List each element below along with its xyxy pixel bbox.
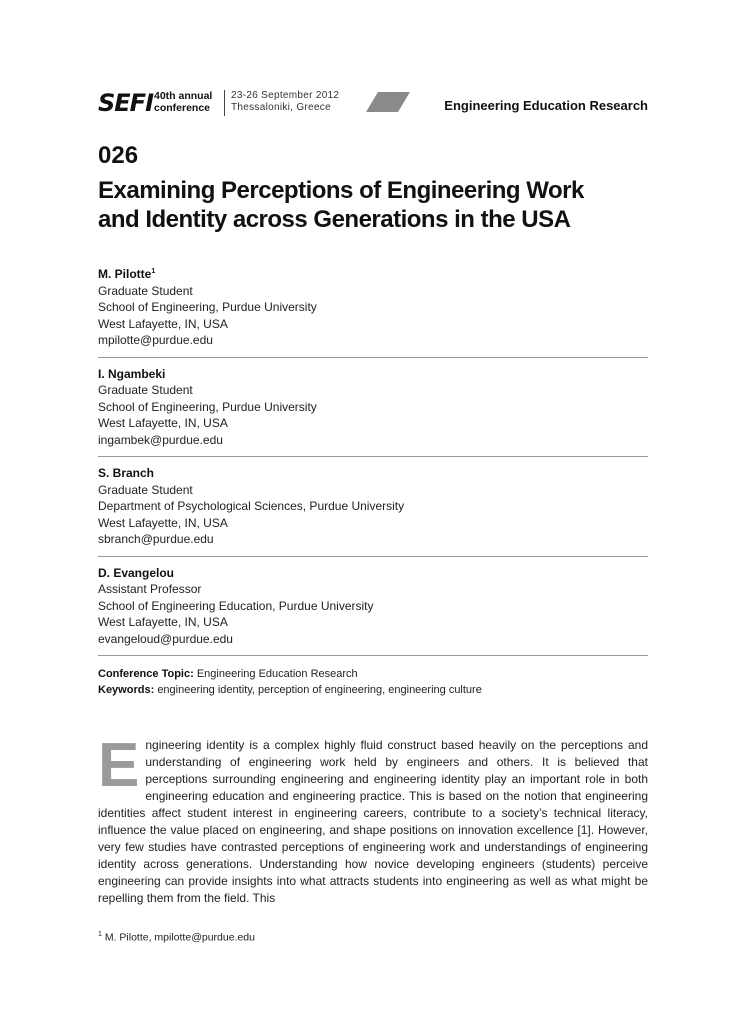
- author-block: [98, 357, 648, 457]
- conference-topic: [98, 666, 482, 682]
- author-location: West Lafayette, IN, USA: [98, 615, 228, 629]
- author-dept: School of Engineering Education, Purdue University: [98, 598, 374, 613]
- author-dept: School of Engineering, Purdue University: [98, 399, 317, 414]
- author-role: Graduate Student: [98, 283, 193, 298]
- conference-place: Thessaloniki, Greece: [231, 102, 331, 113]
- author-dept: School of Engineering, Purdue University: [98, 300, 317, 314]
- page-header: [98, 88, 648, 118]
- conference-label: [154, 90, 212, 114]
- topic-value: Engineering Education Research: [196, 668, 358, 680]
- author-list: [98, 264, 648, 656]
- conference-line-2: conference: [154, 102, 211, 114]
- footnote: [98, 931, 255, 944]
- keywords: [98, 682, 482, 698]
- footnote-text: M. Pilotte, mpilotte@purdue.edu: [104, 931, 255, 944]
- paper-title-line-2: and Identity across Generations in the USA: [98, 206, 571, 233]
- author-email[interactable]: ingambek@purdue.edu: [98, 432, 223, 447]
- decorative-stripe-icon: [366, 92, 410, 112]
- author-email[interactable]: sbranch@purdue.edu: [98, 532, 214, 546]
- body-paragraph: [98, 731, 648, 907]
- conference-date-place: [231, 90, 339, 114]
- author-block: [98, 556, 648, 657]
- keywords-label: Keywords:: [98, 684, 155, 696]
- author-role: Graduate Student: [98, 482, 193, 497]
- footnote-mark: 1: [98, 931, 102, 938]
- header-divider: [224, 90, 225, 116]
- paper-title: [98, 176, 658, 234]
- author-location: West Lafayette, IN, USA: [98, 515, 228, 530]
- author-email[interactable]: evangeloud@purdue.edu: [98, 631, 233, 646]
- conference-line-1: 40th annual: [154, 90, 213, 102]
- author-name: S. Branch: [98, 466, 155, 480]
- author-role: Assistant Professor: [98, 582, 202, 596]
- author-email[interactable]: mpilotte@purdue.edu: [98, 333, 213, 347]
- topic-keywords: [98, 666, 482, 698]
- sefi-logo: SEFI: [98, 89, 154, 117]
- author-role: Graduate Student: [98, 383, 193, 397]
- author-location: West Lafayette, IN, USA: [98, 316, 228, 331]
- conference-date: 23-26 September 2012: [231, 90, 340, 101]
- author-name: M. Pilotte$^1$: [98, 267, 156, 281]
- author-dept: Department of Psychological Sciences, Purdue University: [98, 499, 405, 513]
- author-name: I. Ngambeki: [98, 366, 166, 381]
- author-location: West Lafayette, IN, USA: [98, 416, 228, 430]
- drop-cap: E: [98, 731, 140, 800]
- series-title: Engineering Education Research: [444, 98, 648, 113]
- author-block: [98, 456, 648, 556]
- paper-number: 026: [98, 142, 139, 169]
- keywords-value: engineering identity, perception of engineering, engineering culture: [157, 684, 482, 696]
- body-text: ngineering identity is a complex highly fluid construct based heavily on the perceptions and understanding of engineering work held by engineers and others. It is believed that perceptions surrounding engineering and engineering identity play an important role in both engineering education and engineering practice. This is based on the notion that engineering identities affect student interest in engineering careers, contribute to a society’s technical literacy, influence the value placed on engineering, and shape positions on innovation excellence [1]. However, very few studies have contrasted perceptions of engineering work and understandings of engineering identity across generations. Understanding how novice developing engineers (students) perceive engineering can provide insights into what attracts students into engineering as well as what might be repelling them from the field. This: [98, 738, 648, 905]
- topic-label: Conference Topic:: [98, 668, 194, 680]
- author-name: D. Evangelou: [98, 565, 175, 580]
- author-block: [98, 264, 648, 357]
- author-footnote-mark: 1: [151, 268, 156, 275]
- paper-title-line-1: Examining Perceptions of Engineering Work: [98, 177, 584, 204]
